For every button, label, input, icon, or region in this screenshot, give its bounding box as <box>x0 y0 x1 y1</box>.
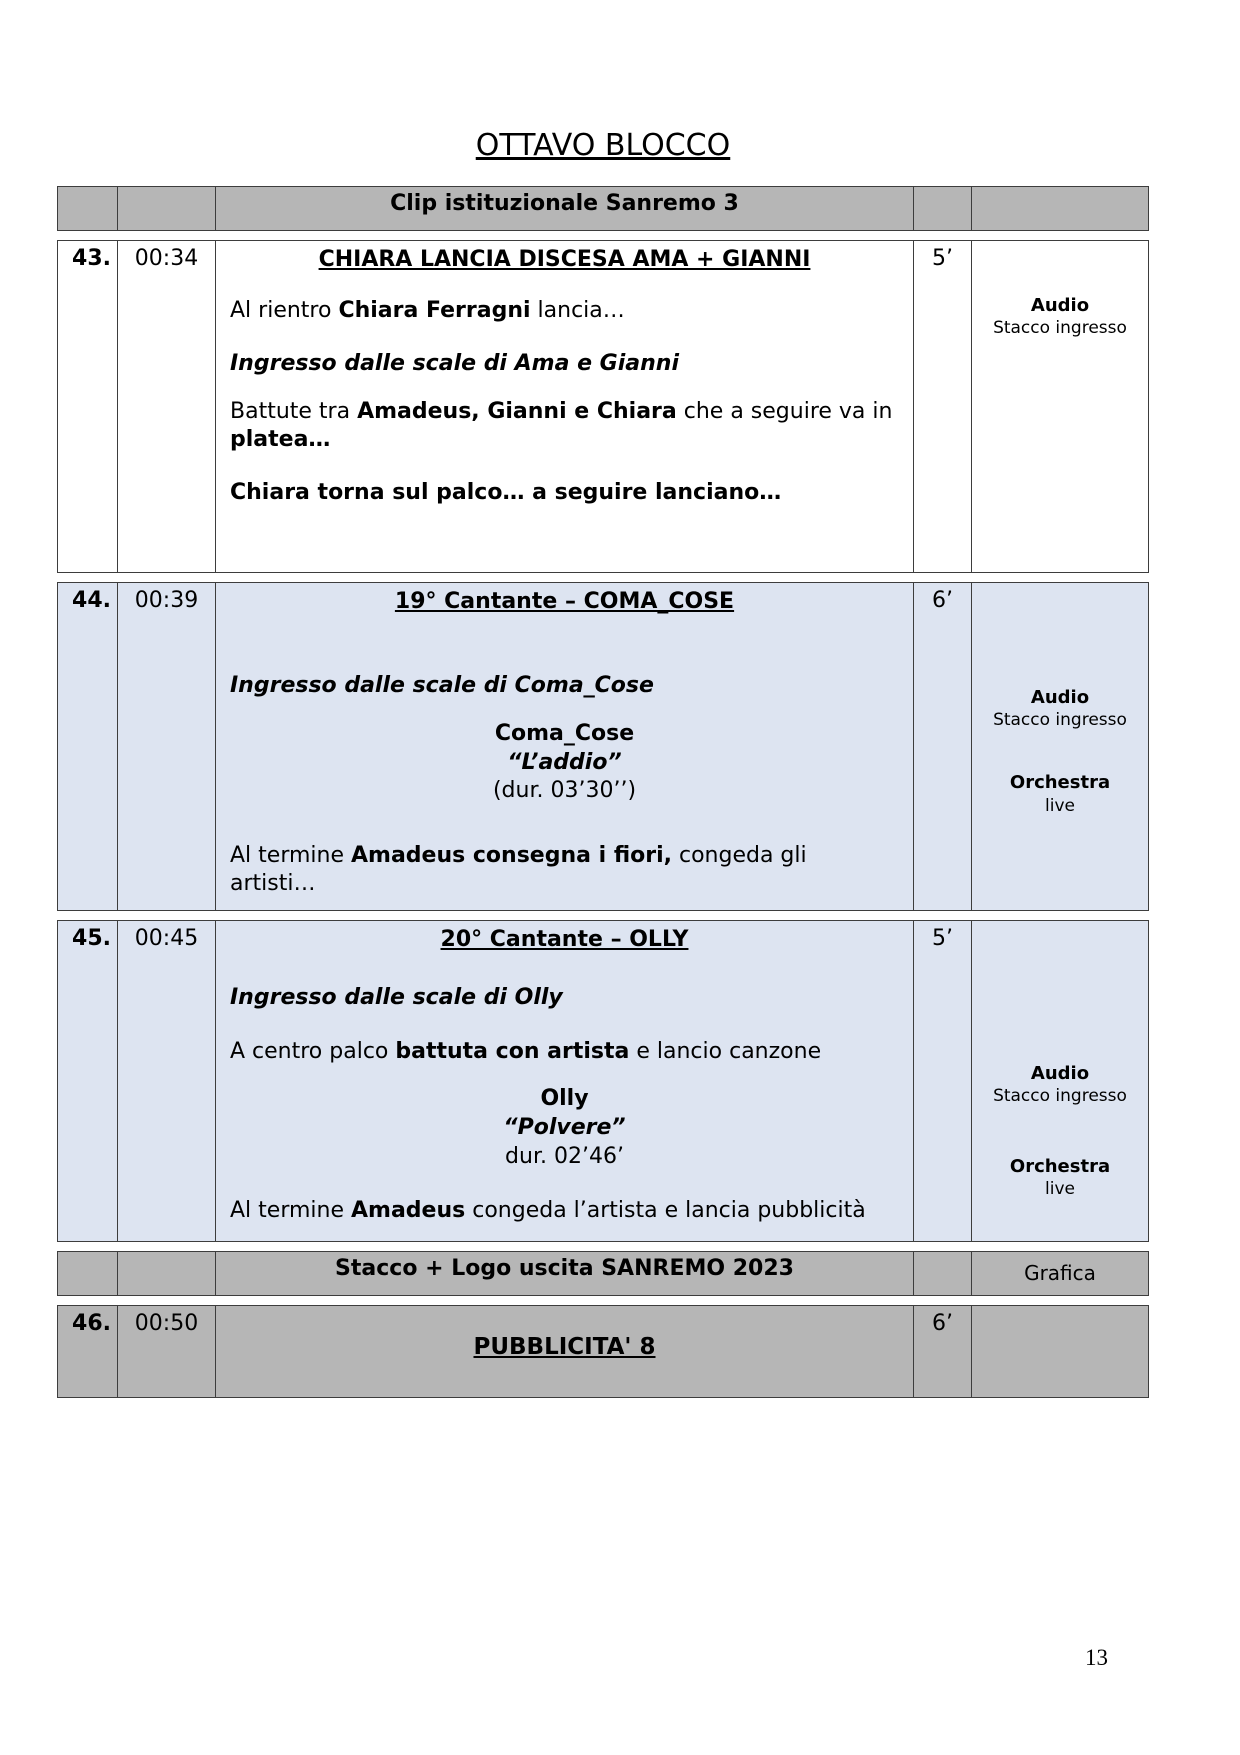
row-notes <box>972 921 1148 1241</box>
text-segment-bold: Amadeus, Gianni e Chiara <box>357 398 677 424</box>
text-segment: e lancio canzone <box>629 1038 822 1064</box>
song-duration: dur. 02’46’ <box>505 1143 624 1169</box>
row-title <box>230 247 899 272</box>
script-paragraph: Chiara torna sul palco… a seguire lanciano… <box>230 479 782 505</box>
audio-note-detail: Stacco ingresso <box>993 710 1127 731</box>
table-row-stacco <box>57 1251 1149 1296</box>
audio-note-label: Audio <box>1030 295 1090 316</box>
orchestra-note-detail: live <box>1045 795 1075 816</box>
stage-direction: Ingresso dalle scale di Ama e Gianni <box>230 350 679 376</box>
text-segment: Battute tra <box>230 398 358 424</box>
orchestra-note <box>1010 771 1110 816</box>
page-title-text: OTTAVO BLOCCO <box>475 128 731 163</box>
row-time: 00:34 <box>118 241 216 572</box>
grafica-note: Grafica <box>972 1257 1148 1290</box>
header-label: Clip istituzionale Sanremo 3 <box>216 187 914 230</box>
header-time-cell <box>118 187 216 230</box>
stacco-duration-cell <box>914 1252 972 1295</box>
rundown-row-43 <box>57 240 1149 573</box>
row-title-text: 19° Cantante – COMA_COSE <box>394 589 735 614</box>
text-segment: A centro palco <box>230 1038 396 1064</box>
row-notes <box>972 1306 1148 1397</box>
artist-name: Olly <box>540 1086 589 1112</box>
row-title-text: PUBBLICITA' 8 <box>473 1333 656 1360</box>
row-title <box>230 927 899 952</box>
row-duration: 5’ <box>914 921 972 1241</box>
song-block <box>230 720 899 806</box>
audio-note-label: Audio <box>1030 1062 1090 1084</box>
header-number-cell <box>58 187 118 230</box>
script-paragraph <box>230 1038 899 1066</box>
header-duration-cell <box>914 187 972 230</box>
text-segment: Al rientro <box>230 298 339 323</box>
rundown-table <box>57 186 1149 1407</box>
audio-note-label: Audio <box>1030 687 1090 708</box>
text-segment-bold: battuta con artista <box>395 1038 630 1064</box>
orchestra-note-label: Orchestra <box>1009 772 1111 794</box>
row-title-text: CHIARA LANCIA DISCESA AMA + GIANNI <box>318 247 811 272</box>
script-paragraph <box>230 842 899 898</box>
orchestra-note-detail: live <box>1045 1179 1075 1200</box>
artist-name: Coma_Cose <box>494 720 635 746</box>
stage-direction: Ingresso dalle scale di Olly <box>230 984 563 1010</box>
row-content <box>216 241 914 572</box>
row-number: 43. <box>58 241 118 572</box>
rundown-row-45 <box>57 920 1149 1242</box>
audio-note-detail: Stacco ingresso <box>993 1085 1127 1106</box>
row-title-text: 20° Cantante – OLLY <box>440 926 689 952</box>
text-segment: congeda l’artista e lancia pubblicità <box>465 1198 866 1224</box>
row-time: 00:39 <box>118 583 216 910</box>
rundown-row-46 <box>57 1305 1149 1398</box>
orchestra-note <box>1010 1155 1110 1200</box>
text-segment: Al termine <box>230 842 351 868</box>
row-content <box>216 1306 914 1397</box>
song-title: “L’addio” <box>507 749 622 775</box>
text-segment-bold: platea… <box>230 426 331 452</box>
song-title: “Polvere” <box>503 1115 626 1141</box>
text-segment: congeda gli artisti… <box>230 842 807 896</box>
text-segment-bold: Amadeus <box>351 1198 466 1224</box>
row-content <box>216 583 914 910</box>
row-number: 46. <box>58 1306 118 1397</box>
row-time: 00:50 <box>118 1306 216 1397</box>
audio-note <box>993 1062 1127 1107</box>
orchestra-note-label: Orchestra <box>1009 1156 1111 1178</box>
text-segment-bold: Chiara Ferragni <box>338 298 531 323</box>
script-paragraph <box>230 1197 899 1225</box>
script-paragraph <box>230 297 899 325</box>
text-segment: lancia… <box>530 298 625 323</box>
row-content <box>216 921 914 1241</box>
audio-note <box>993 294 1127 339</box>
row-title <box>230 1334 899 1360</box>
rundown-row-44 <box>57 582 1149 911</box>
text-segment: che a seguire va in <box>676 398 893 424</box>
row-number: 45. <box>58 921 118 1241</box>
stacco-number-cell <box>58 1252 118 1295</box>
row-number: 44. <box>58 583 118 910</box>
row-notes <box>972 241 1148 572</box>
stacco-time-cell <box>118 1252 216 1295</box>
audio-note <box>993 686 1127 731</box>
page-number: 13 <box>1085 1645 1108 1670</box>
row-duration: 6’ <box>914 583 972 910</box>
table-row-clip-header <box>57 186 1149 231</box>
text-segment: Al termine <box>230 1198 351 1224</box>
row-notes <box>972 583 1148 910</box>
song-duration: (dur. 03’30’’) <box>492 778 637 804</box>
row-duration: 5’ <box>914 241 972 572</box>
audio-note-detail: Stacco ingresso <box>993 318 1127 339</box>
header-notes-cell <box>972 187 1148 230</box>
row-time: 00:45 <box>118 921 216 1241</box>
page-title <box>57 128 1149 163</box>
row-title <box>230 589 899 614</box>
script-paragraph <box>230 398 899 454</box>
row-duration: 6’ <box>914 1306 972 1397</box>
text-segment-bold: Amadeus consegna i fiori, <box>351 842 672 868</box>
song-block <box>230 1085 899 1171</box>
stage-direction: Ingresso dalle scale di Coma_Cose <box>230 673 654 698</box>
stacco-label: Stacco + Logo uscita SANREMO 2023 <box>216 1252 914 1295</box>
